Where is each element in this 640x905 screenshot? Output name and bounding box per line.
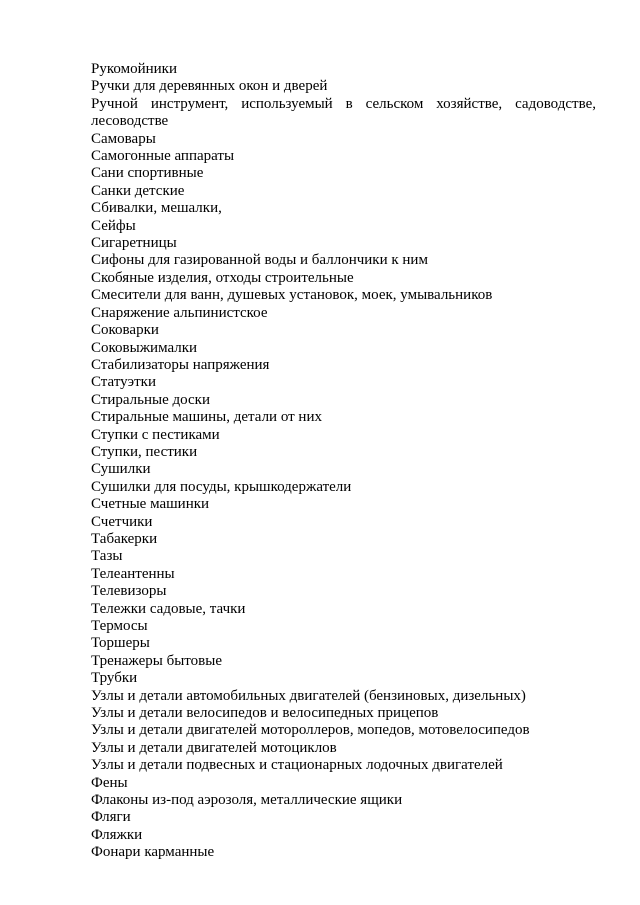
list-item: Санки детские — [91, 182, 185, 199]
list-item: Снаряжение альпинистское — [91, 304, 268, 321]
list-item: Тренажеры бытовые — [91, 652, 222, 669]
list-item: Статуэтки — [91, 374, 156, 391]
list-item: Табакерки — [91, 530, 158, 547]
list-item: Ступки с пестиками — [91, 426, 220, 443]
list-item: Стабилизаторы напряжения — [91, 356, 270, 373]
list-item: Тележки садовые, тачки — [91, 600, 246, 617]
list-item: Стиральные доски — [91, 391, 210, 408]
list-item: Счетчики — [91, 513, 153, 530]
list-item: Сани спортивные — [91, 165, 204, 182]
list-item: Сушилки для посуды, крышкодержатели — [91, 478, 352, 495]
list-item: Сушилки — [91, 461, 151, 478]
list-item: Рукомойники — [91, 61, 177, 77]
list-item: Скобяные изделия, отходы строительные — [91, 269, 354, 286]
list-item: Тазы — [91, 548, 123, 565]
list-item: Узлы и детали двигателей мотоциклов — [91, 739, 337, 756]
list-item: Флаконы из-под аэрозоля, металлические ящики — [91, 792, 403, 809]
list-item: Самогонные аппараты — [91, 148, 235, 165]
list-item: Узлы и детали велосипедов и велосипедных прицепов — [91, 705, 439, 722]
list-item: Фляжки — [91, 826, 143, 843]
list-item: Сигаретницы — [91, 235, 177, 252]
list-item: Сифоны для газированной воды и баллончики к ним — [91, 252, 428, 269]
list-item: Самовары — [91, 130, 156, 147]
list-item: Стиральные машины, детали от них — [91, 409, 322, 426]
list-item: Узлы и детали двигателей мотороллеров, мопедов, мотовелосипедов — [91, 722, 530, 739]
list-item: Узлы и детали автомобильных двигателей (бензиновых, дизельных) — [91, 687, 526, 704]
list-item: Ручки для деревянных окон и дверей — [91, 78, 328, 95]
item-list — [91, 61, 596, 862]
list-item: Ступки, пестики — [91, 443, 198, 460]
list-item: Телеантенны — [91, 565, 175, 582]
list-item: Соковарки — [91, 322, 159, 339]
list-item: Сбивалки, мешалки, — [91, 200, 222, 217]
list-item: Термосы — [91, 618, 148, 634]
list-item: Сейфы — [91, 217, 136, 234]
list-item: Телевизоры — [91, 583, 167, 600]
list-item: Фены — [91, 774, 128, 791]
list-item: Фонари карманные — [91, 844, 215, 861]
list-item: Счетные машинки — [91, 496, 210, 513]
list-item: Смесители для ванн, душевых установок, моек, умывальников — [91, 287, 493, 304]
list-item: Фляги — [91, 809, 131, 826]
list-item: Узлы и детали подвесных и стационарных лодочных двигателей — [91, 757, 503, 774]
list-item: Трубки — [91, 670, 138, 687]
list-item: Соковыжималки — [91, 339, 198, 356]
list-item: Торшеры — [91, 635, 150, 652]
list-item: Ручной инструмент, используемый в сельском хозяйстве, садоводстве, лесоводстве — [91, 95, 596, 130]
